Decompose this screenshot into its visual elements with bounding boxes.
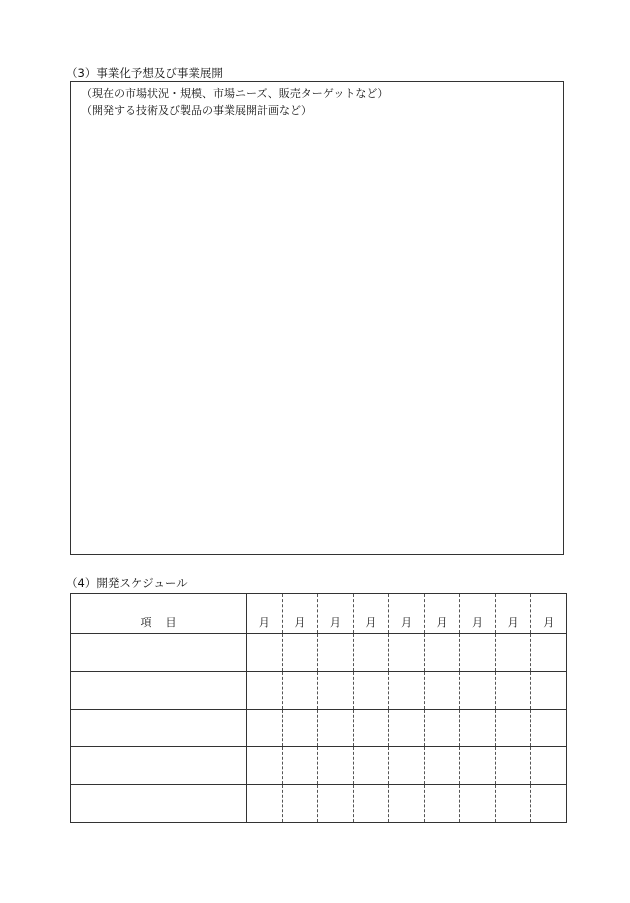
month-cell[interactable] (495, 634, 531, 672)
month-cell[interactable] (531, 671, 567, 709)
month-header: 月 (247, 594, 283, 634)
month-cell[interactable] (247, 709, 283, 747)
month-cell[interactable] (460, 785, 496, 823)
month-cell[interactable] (389, 671, 425, 709)
schedule-row (71, 785, 567, 823)
item-header: 項目 (71, 594, 247, 634)
item-cell[interactable] (71, 709, 247, 747)
month-cell[interactable] (247, 634, 283, 672)
schedule-table (70, 593, 567, 823)
month-cell[interactable] (353, 785, 389, 823)
month-header: 月 (318, 594, 354, 634)
month-header: 月 (282, 594, 318, 634)
month-cell[interactable] (282, 709, 318, 747)
month-cell[interactable] (495, 671, 531, 709)
month-cell[interactable] (353, 709, 389, 747)
item-cell[interactable] (71, 634, 247, 672)
schedule-header-row (71, 594, 567, 634)
schedule-row (71, 671, 567, 709)
month-cell[interactable] (282, 747, 318, 785)
month-header: 月 (389, 594, 425, 634)
month-cell[interactable] (247, 671, 283, 709)
month-cell[interactable] (282, 671, 318, 709)
month-cell[interactable] (460, 747, 496, 785)
month-cell[interactable] (424, 634, 460, 672)
month-cell[interactable] (460, 634, 496, 672)
month-cell[interactable] (424, 671, 460, 709)
month-cell[interactable] (247, 747, 283, 785)
month-cell[interactable] (353, 634, 389, 672)
month-cell[interactable] (389, 709, 425, 747)
month-cell[interactable] (495, 747, 531, 785)
month-cell[interactable] (460, 709, 496, 747)
schedule-row (71, 747, 567, 785)
month-cell[interactable] (389, 634, 425, 672)
month-header: 月 (495, 594, 531, 634)
item-cell[interactable] (71, 747, 247, 785)
market-hint-text: （現在の市場状況・規模、市場ニーズ、販売ターゲットなど） (81, 87, 389, 100)
month-cell[interactable] (318, 785, 354, 823)
month-cell[interactable] (353, 671, 389, 709)
month-cell[interactable] (460, 671, 496, 709)
month-cell[interactable] (389, 747, 425, 785)
schedule-row (71, 709, 567, 747)
month-cell[interactable] (318, 747, 354, 785)
month-cell[interactable] (318, 634, 354, 672)
item-cell[interactable] (71, 671, 247, 709)
month-cell[interactable] (495, 785, 531, 823)
month-cell[interactable] (531, 785, 567, 823)
item-cell[interactable] (71, 785, 247, 823)
month-cell[interactable] (318, 671, 354, 709)
month-header: 月 (353, 594, 389, 634)
month-header: 月 (424, 594, 460, 634)
month-header: 月 (531, 594, 567, 634)
month-cell[interactable] (247, 785, 283, 823)
month-cell[interactable] (531, 747, 567, 785)
month-cell[interactable] (531, 709, 567, 747)
month-cell[interactable] (282, 785, 318, 823)
month-cell[interactable] (531, 634, 567, 672)
section3-title: （3）事業化予想及び事業展開 (66, 66, 223, 80)
month-cell[interactable] (495, 709, 531, 747)
month-cell[interactable] (424, 785, 460, 823)
business-plan-textbox[interactable] (70, 81, 564, 555)
schedule-row (71, 634, 567, 672)
month-cell[interactable] (424, 709, 460, 747)
month-cell[interactable] (424, 747, 460, 785)
month-cell[interactable] (389, 785, 425, 823)
month-cell[interactable] (353, 747, 389, 785)
section4-title: （4）開発スケジュール (66, 576, 188, 590)
month-header: 月 (460, 594, 496, 634)
month-cell[interactable] (282, 634, 318, 672)
development-hint-text: （開発する技術及び製品の事業展開計画など） (81, 104, 312, 117)
month-cell[interactable] (318, 709, 354, 747)
